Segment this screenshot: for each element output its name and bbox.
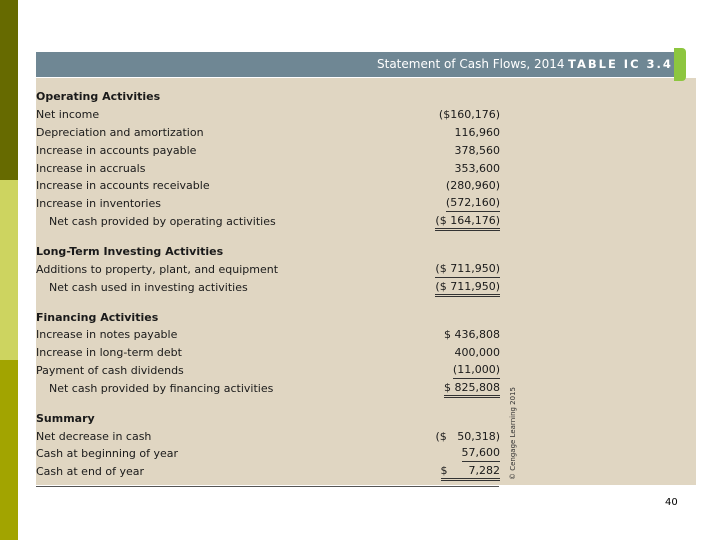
table-row	[0, 344, 720, 361]
total-label: Net cash provided by operating activities	[49, 215, 276, 228]
row-value: (11,000)	[453, 362, 500, 379]
section-heading-row	[0, 243, 720, 260]
total-label: Net cash provided by financing activities	[49, 382, 274, 395]
total-row	[0, 380, 720, 397]
section-heading: Long-Term Investing Activities	[36, 245, 224, 258]
section-heading-row	[0, 88, 720, 105]
total-label: Net cash used in investing activities	[49, 281, 248, 294]
table-row	[0, 428, 720, 445]
row-value: ($ 50,318)	[435, 430, 500, 443]
total-value: ($ 164,176)	[435, 213, 500, 231]
row-value: 378,560	[454, 144, 500, 157]
row-label: Net decrease in cash	[36, 430, 152, 443]
table-tag: TABLE IC 3.4	[568, 57, 673, 71]
page-number: 40	[665, 497, 678, 508]
section-heading-row	[0, 410, 720, 427]
row-label: Increase in accounts payable	[36, 144, 197, 157]
row-value: 116,960	[454, 126, 500, 139]
row-label: Cash at end of year	[36, 465, 145, 478]
total-row	[0, 279, 720, 296]
row-label: Increase in long-term debt	[36, 346, 182, 359]
total-value: $ 825,808	[444, 380, 500, 398]
row-value: (280,960)	[445, 179, 500, 192]
section-heading-row	[0, 309, 720, 326]
table-row	[0, 142, 720, 159]
copyright-credit: © Cengage Learning 2015	[509, 387, 517, 480]
row-value: ($ 711,950)	[435, 261, 500, 278]
table-row	[0, 463, 720, 480]
table-row	[0, 160, 720, 177]
row-value: $ 7,282	[441, 463, 500, 481]
row-value: (572,160)	[446, 195, 500, 212]
row-label: Net income	[36, 108, 100, 121]
total-row	[0, 213, 720, 230]
table-title: Statement of Cash Flows, 2014	[377, 57, 565, 71]
row-label: Depreciation and amortization	[36, 126, 204, 139]
table-row	[0, 177, 720, 194]
row-label: Payment of cash dividends	[36, 364, 184, 377]
row-value: ($160,176)	[438, 108, 500, 121]
section-heading: Financing Activities	[36, 311, 159, 324]
section-heading: Operating Activities	[36, 90, 161, 103]
row-label: Additions to property, plant, and equipment	[36, 263, 279, 276]
table-row	[0, 362, 720, 379]
table-row	[0, 124, 720, 141]
row-label: Increase in inventories	[36, 197, 161, 210]
section-heading: Summary	[36, 412, 95, 425]
bottom-rule	[36, 486, 499, 487]
table-row	[0, 445, 720, 462]
row-label: Increase in accounts receivable	[36, 179, 210, 192]
table-header-tab	[674, 48, 686, 81]
table-row	[0, 261, 720, 278]
row-value: 57,600	[462, 445, 501, 462]
row-value: 353,600	[454, 162, 500, 175]
row-label: Increase in notes payable	[36, 328, 178, 341]
table-row	[0, 195, 720, 212]
row-value: $ 436,808	[444, 328, 500, 341]
table-row	[0, 326, 720, 343]
row-value: 400,000	[454, 346, 500, 359]
row-label: Increase in accruals	[36, 162, 146, 175]
table-row	[0, 106, 720, 123]
total-value: ($ 711,950)	[435, 279, 500, 297]
row-label: Cash at beginning of year	[36, 447, 179, 460]
